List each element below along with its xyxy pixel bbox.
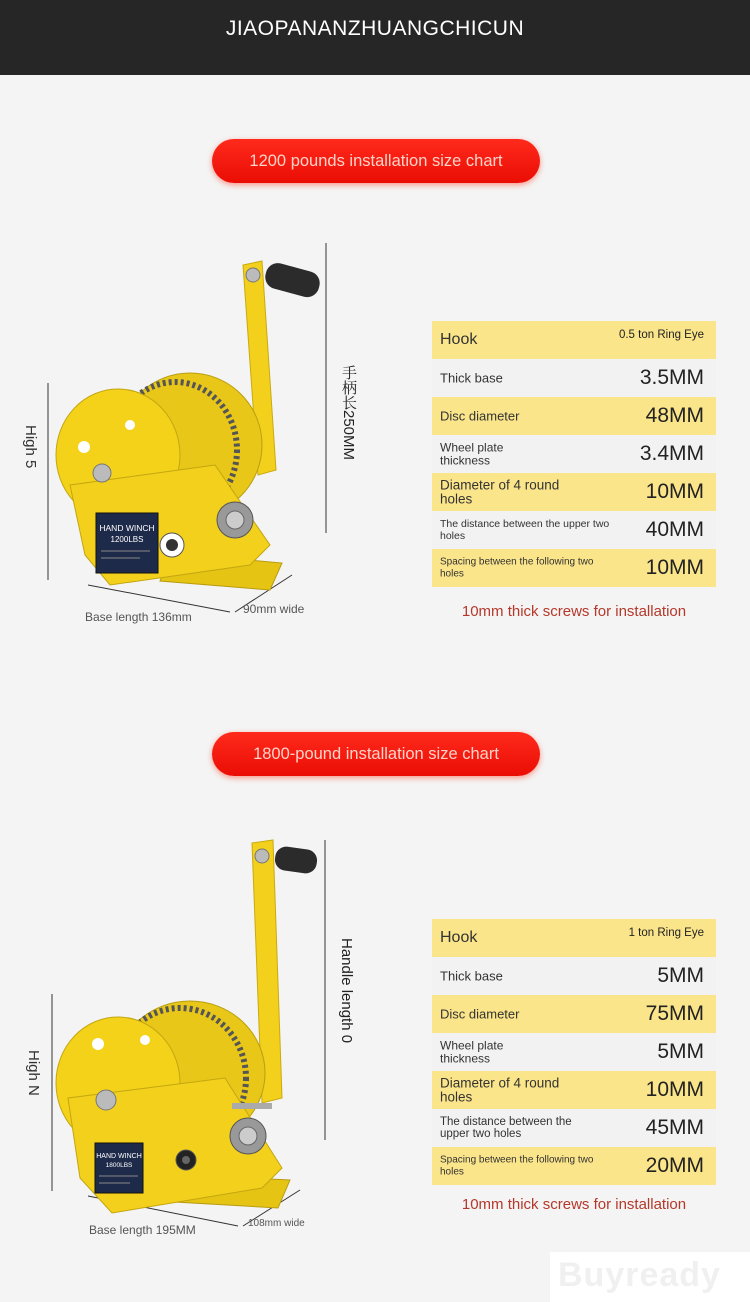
winch-image [0, 718, 420, 1238]
spec-value: 1 ton Ring Eye [628, 927, 704, 940]
spec-label: Disc diameter [440, 1006, 520, 1022]
base-length-label: Base length 136mm [85, 610, 192, 624]
handle-length-label: 手柄长250MM [340, 365, 357, 461]
watermark-text: Buyready [558, 1256, 721, 1294]
spec-value: 20MM [645, 1154, 704, 1177]
height-label: High 5 [22, 425, 39, 469]
spec-row-hook [432, 321, 716, 359]
width-label: 90mm wide [243, 602, 305, 616]
spec-value: 10MM [645, 1078, 704, 1101]
spec-table [432, 321, 716, 587]
height-label: High N [25, 1050, 42, 1096]
spec-row [432, 1033, 716, 1071]
spec-value: 5MM [657, 964, 704, 987]
section-banner: 1200 pounds installation size chart [212, 139, 540, 183]
spec-label: The distance between the upper two holes [440, 517, 610, 542]
base-length-label: Base length 195MM [89, 1223, 196, 1237]
spec-label: Hook [440, 929, 478, 946]
plate-line-1: HAND WINCH [99, 523, 155, 533]
size-chart-1800 [0, 718, 750, 1278]
spec-label: Spacing between the following two holes [440, 1154, 594, 1177]
spec-value: 45MM [645, 1116, 704, 1139]
installation-note: 10mm thick screws for installation [461, 603, 687, 620]
hand-winch-illustration [0, 718, 420, 1238]
section-banner: 1800-pound installation size chart [212, 732, 540, 776]
spec-row [432, 1147, 716, 1185]
spec-row [432, 1071, 716, 1109]
page-header [0, 0, 750, 75]
watermark [550, 1252, 750, 1302]
spec-value: 75MM [645, 1002, 704, 1025]
spec-label: Thick base [440, 370, 503, 386]
spec-value: 3.5MM [639, 366, 704, 389]
spec-label: The distance between the upper two holes [440, 1115, 572, 1140]
spec-row [432, 549, 716, 587]
spec-row [432, 473, 716, 511]
spec-value: 40MM [645, 518, 704, 541]
spec-row [432, 435, 716, 473]
spec-value: 5MM [657, 1040, 704, 1063]
spec-table [432, 919, 716, 1185]
spec-label: Disc diameter [440, 408, 520, 424]
spec-value: 10MM [645, 556, 704, 579]
spec-label: Thick base [440, 968, 503, 984]
spec-label: Hook [440, 331, 478, 348]
spec-row [432, 957, 716, 995]
spec-label: Diameter of 4 round holes [440, 477, 560, 506]
size-chart-1200 [0, 125, 750, 685]
page-title: JIAOPANANZHUANGCHICUN [225, 17, 525, 40]
plate-line-2: 1200LBS [110, 535, 144, 544]
spec-row [432, 359, 716, 397]
installation-note: 10mm thick screws for installation [461, 1196, 687, 1213]
spec-label: Spacing between the following two holes [440, 556, 594, 579]
handle-length-label: Handle length 0 [338, 938, 355, 1044]
winch-image [0, 125, 420, 645]
spec-row [432, 511, 716, 549]
spec-row [432, 1109, 716, 1147]
spec-label: Wheel plate thickness [440, 1038, 504, 1065]
plate-line-2: 1800LBS [105, 1162, 133, 1169]
spec-value: 10MM [645, 480, 704, 503]
spec-value: 0.5 ton Ring Eye [618, 329, 704, 342]
spec-row [432, 397, 716, 435]
spec-value: 3.4MM [639, 442, 704, 465]
spec-row [432, 995, 716, 1033]
spec-label: Diameter of 4 round holes [440, 1075, 560, 1104]
spec-row-hook [432, 919, 716, 957]
plate-line-1: HAND WINCH [96, 1153, 142, 1160]
spec-label: Wheel plate thickness [440, 440, 504, 467]
spec-value: 48MM [645, 404, 704, 427]
width-label: 108mm wide [248, 1218, 305, 1229]
